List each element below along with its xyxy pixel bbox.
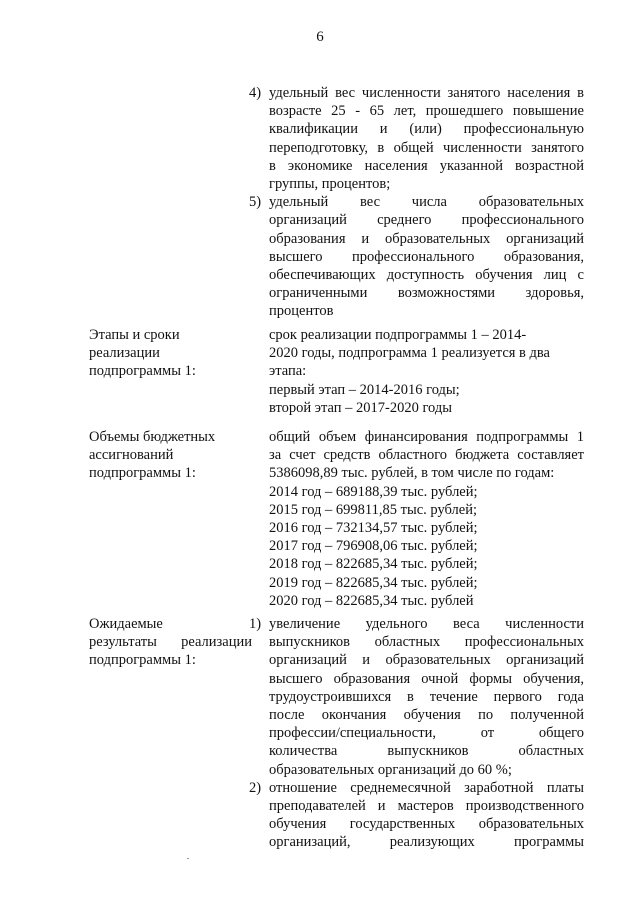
text-line: организаций среднего профессионального <box>269 212 584 229</box>
text-line: группы, процентов; <box>269 176 391 193</box>
text-line: обеспечивающих доступность обучения лиц с <box>269 267 584 284</box>
indicator-item-4 <box>249 84 584 193</box>
indicator-item-5 <box>249 193 584 320</box>
budget-year-line: 2019 год – 822685,34 тыс. рублей; <box>269 574 478 591</box>
page-number: 6 <box>316 29 324 45</box>
result-item-2 <box>249 779 584 852</box>
budget-year-line: 2014 год – 689188,39 тыс. рублей; <box>269 483 478 500</box>
text-line: 5386098,89 тыс. рублей, в том числе по годам: <box>269 465 555 482</box>
text-line: в экономике населения указанной возрастной <box>269 157 584 174</box>
label-line: Объемы бюджетных <box>89 429 216 445</box>
budget-year-line: 2016 год – 732134,57 тыс. рублей; <box>269 520 478 537</box>
indicators-continuation <box>249 84 584 321</box>
text-line: выпускников областных профессиональных <box>269 634 584 651</box>
text-line: преподавателей и мастеров производственного <box>269 798 584 815</box>
budget-year-line: 2017 год – 796908,06 тыс. рублей; <box>269 538 478 555</box>
label-line: результаты реализации <box>89 634 252 651</box>
text-line: образования и образовательных организаций <box>269 230 584 247</box>
text-line: общий объем финансирования подпрограммы 1 <box>269 429 584 445</box>
text-line: удельный вес числа образовательных <box>269 194 584 211</box>
label-line: подпрограммы 1: <box>89 465 196 482</box>
stages-label <box>89 326 252 381</box>
text-line: этапа: <box>269 363 307 380</box>
budget-year-line: 2018 год – 822685,34 тыс. рублей; <box>269 556 478 573</box>
results-content <box>249 615 584 852</box>
text-line: профессии/специальности, от общего <box>269 725 584 742</box>
label-line: Этапы и сроки <box>89 327 180 343</box>
text-line: 2020 годы, подпрограмма 1 реализуется в два <box>269 345 550 362</box>
text-line: количества выпускников областных <box>269 743 584 760</box>
text-line: образовательных организаций до 60 %; <box>269 761 512 778</box>
result-item-1 <box>249 615 584 779</box>
scan-speck <box>187 858 189 859</box>
text-line: процентов <box>269 303 334 320</box>
label-line: реализации <box>89 345 160 362</box>
label-line: ассигнований <box>89 447 174 464</box>
text-line: срок реализации подпрограммы 1 – 2014- <box>269 327 527 343</box>
text-line: увеличение удельного веса численности <box>269 616 584 632</box>
text-line: отношение среднемесячной заработной платы <box>269 779 584 796</box>
item-number: 1) <box>249 616 262 632</box>
text-line: высшего образования очной формы обучения, <box>269 670 584 687</box>
budget-year-line: 2020 год – 822685,34 тыс. рублей <box>269 592 474 609</box>
text-line: второй этап – 2017-2020 годы <box>269 399 452 416</box>
label-line: Ожидаемые <box>89 616 163 632</box>
budget-content <box>269 428 584 610</box>
item-number: 4) <box>249 85 262 101</box>
text-line: трудоустроившихся в течение первого года <box>269 688 584 705</box>
results-label <box>89 615 252 670</box>
text-line: возрасте 25 - 65 лет, прошедшего повышение <box>269 103 584 120</box>
text-line: за счет средств областного бюджета составляет <box>269 447 584 464</box>
budget-year-line: 2015 год – 699811,85 тыс. рублей; <box>269 501 477 518</box>
label-line: подпрограммы 1: <box>89 652 196 669</box>
label-line: подпрограммы 1: <box>89 363 196 380</box>
item-number: 2) <box>249 779 262 796</box>
text-line: квалификации и (или) профессиональную <box>269 121 584 138</box>
text-line: высшего профессионального образования, <box>269 248 584 265</box>
item-number: 5) <box>249 194 262 211</box>
stages-content <box>269 326 584 417</box>
text-line: организаций, реализующих программы <box>269 834 584 851</box>
text-line: организаций и образовательных организаций <box>269 652 584 669</box>
text-line: переподготовку, в общей численности занятого <box>269 139 584 156</box>
text-line: ограниченными возможностями здоровья, <box>269 285 584 302</box>
text-line: после окончания обучения по полученной <box>269 707 584 724</box>
text-line: первый этап – 2014-2016 годы; <box>269 381 460 398</box>
text-line: удельный вес численности занятого населения в <box>269 85 584 101</box>
text-line: обучения государственных образовательных <box>269 816 584 833</box>
budget-label <box>89 428 252 483</box>
